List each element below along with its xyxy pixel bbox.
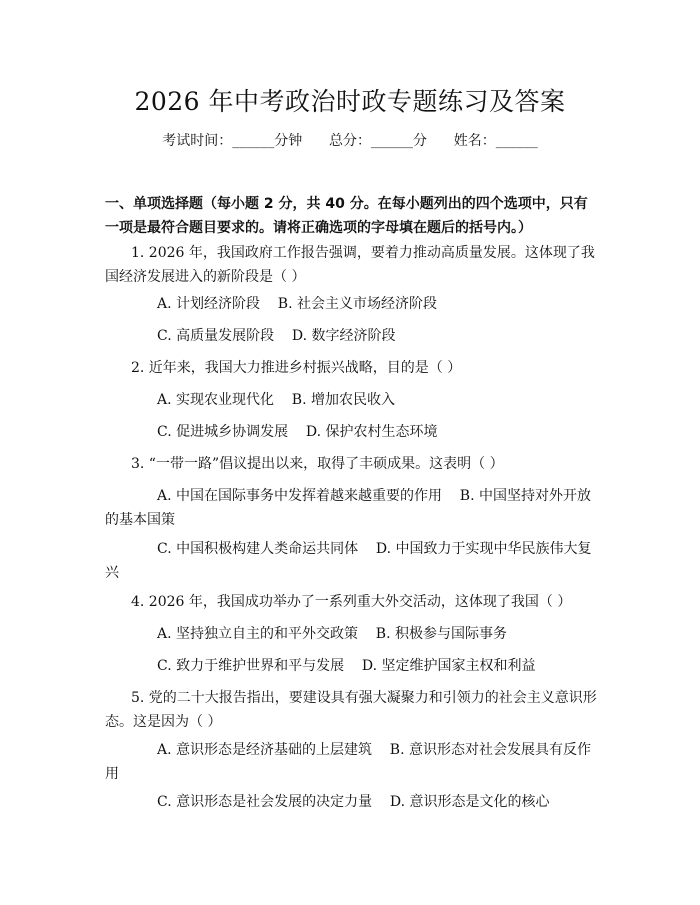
question-options-3-row-1: A. 中国在国际事务中发挥着越来越重要的作用 B. 中国坚持对外开放的基本国策 xyxy=(105,488,591,528)
question-options-4-row-2: C. 致力于维护世界和平与发展 D. 坚定维护国家主权和利益 xyxy=(157,658,536,674)
question-options-1-row-1: A. 计划经济阶段 B. 社会主义市场经济阶段 xyxy=(157,296,437,312)
question-stem-4: 4. 2026 年，我国成功举办了一系列重大外交活动，这体现了我国（ ） xyxy=(131,594,572,610)
question-stem-3: 3. “一带一路”倡议提出以来，取得了丰硕成果。这表明（ ） xyxy=(131,456,504,472)
question-stem-5: 5. 党的二十大报告指出，要建设具有强大凝聚力和引领力的社会主义意识形态。这是因为（ ） xyxy=(105,690,597,730)
exam-meta-line: 考试时间：______分钟 总分：______分 姓名：______ xyxy=(162,133,538,149)
question-options-4-row-1: A. 坚持独立自主的和平外交政策 B. 积极参与国际事务 xyxy=(157,626,507,642)
page-title: 2026 年中考政治时政专题练习及答案 xyxy=(134,87,566,116)
section-heading: 一、单项选择题（每小题 2 分，共 40 分。在每小题列出的四个选项中，只有一项是最符合题目要求的。请将正确选项的字母填在题后的括号内。） xyxy=(105,196,588,236)
question-options-5-row-1: A. 意识形态是经济基础的上层建筑 B. 意识形态对社会发展具有反作用 xyxy=(105,742,591,782)
question-options-1-row-2: C. 高质量发展阶段 D. 数字经济阶段 xyxy=(157,328,396,344)
question-options-3-row-2: C. 中国积极构建人类命运共同体 D. 中国致力于实现中华民族伟大复兴 xyxy=(105,541,592,581)
question-options-2-row-1: A. 实现农业现代化 B. 增加农民收入 xyxy=(157,392,395,408)
question-options-2-row-2: C. 促进城乡协调发展 D. 保护农村生态环境 xyxy=(157,424,438,440)
question-stem-1: 1. 2026 年，我国政府工作报告强调，要着力推动高质量发展。这体现了我国经济发展进入的新阶段是（ ） xyxy=(105,245,595,285)
question-options-5-row-2: C. 意识形态是社会发展的决定力量 D. 意识形态是文化的核心 xyxy=(157,794,550,810)
question-stem-2: 2. 近年来，我国大力推进乡村振兴战略，目的是（ ） xyxy=(131,360,462,376)
